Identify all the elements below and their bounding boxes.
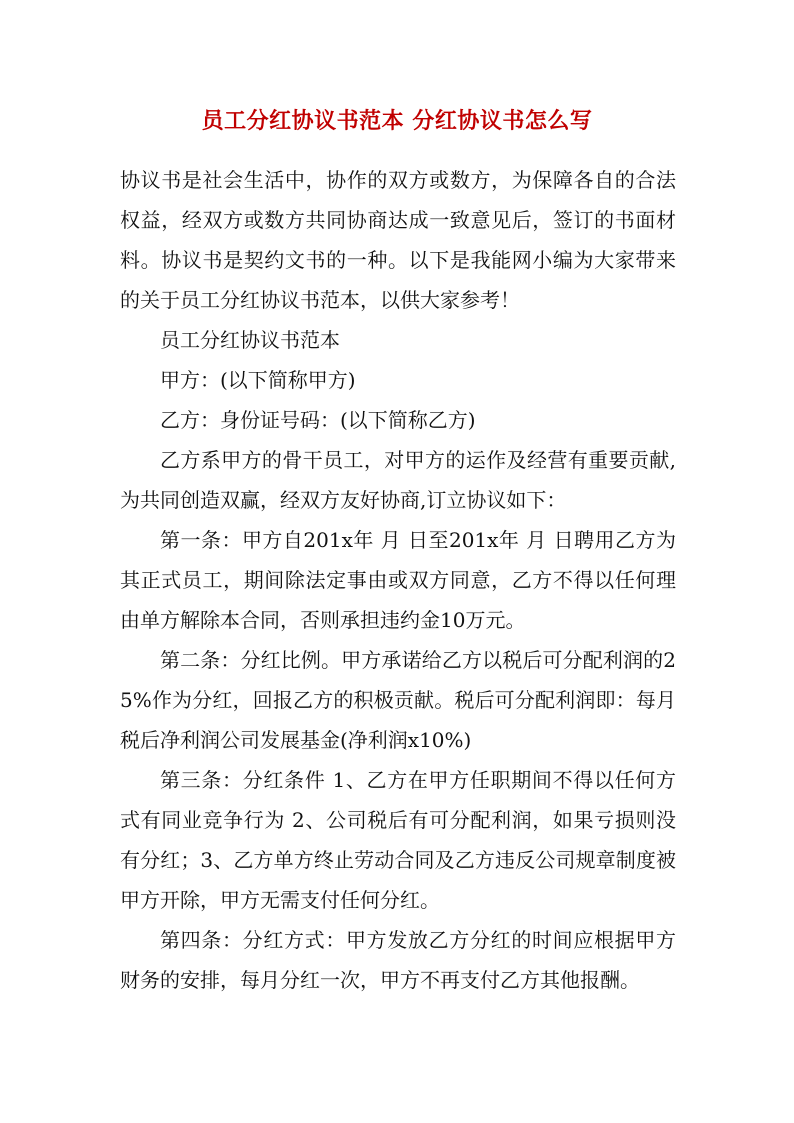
document-body bbox=[120, 160, 676, 1000]
document-title: 员工分红协议书范本 分红协议书怎么写 bbox=[201, 108, 593, 134]
intro-paragraph: 协议书是社会生活中，协作的双方或数方，为保障各自的合法权益，经双方或数方共同协商达成一致意见后，签订的书面材料。协议书是契约文书的一种。以下是我能网小编为大家带来的关于员工分红协议书范本，以供大家参考！ bbox=[120, 168, 676, 312]
preamble-paragraph: 乙方系甲方的骨干员工，对甲方的运作及经营有重要贡献,为共同创造双赢，经双方友好协商,订立协议如下： bbox=[120, 448, 676, 512]
article-2-paragraph: 第二条：分红比例。甲方承诺给乙方以税后可分配利润的25%作为分红，回报乙方的积极贡献。税后可分配利润即：每月税后净利润公司发展基金(净利润x10%) bbox=[120, 648, 676, 752]
article-1-paragraph: 第一条：甲方自201x年 月 日至201x年 月 日聘用乙方为其正式员工，期间除法定事由或双方同意，乙方不得以任何理由单方解除本合同，否则承担违约金10万元。 bbox=[120, 528, 676, 632]
article-4-paragraph: 第四条：分红方式：甲方发放乙方分红的时间应根据甲方财务的安排，每月分红一次，甲方不再支付乙方其他报酬。 bbox=[120, 928, 676, 992]
article-3-paragraph: 第三条：分红条件 1、乙方在甲方任职期间不得以任何方式有同业竞争行为 2、公司税后有可分配利润，如果亏损则没有分红；3、乙方单方终止劳动合同及乙方违反公司规章制度被甲方开除，甲方无需支付任何分红。 bbox=[120, 768, 676, 912]
section-heading: 员工分红协议书范本 bbox=[160, 328, 340, 352]
party-a-line: 甲方：(以下简称甲方) bbox=[160, 368, 356, 392]
party-b-line: 乙方：身份证号码：(以下简称乙方) bbox=[160, 408, 476, 432]
